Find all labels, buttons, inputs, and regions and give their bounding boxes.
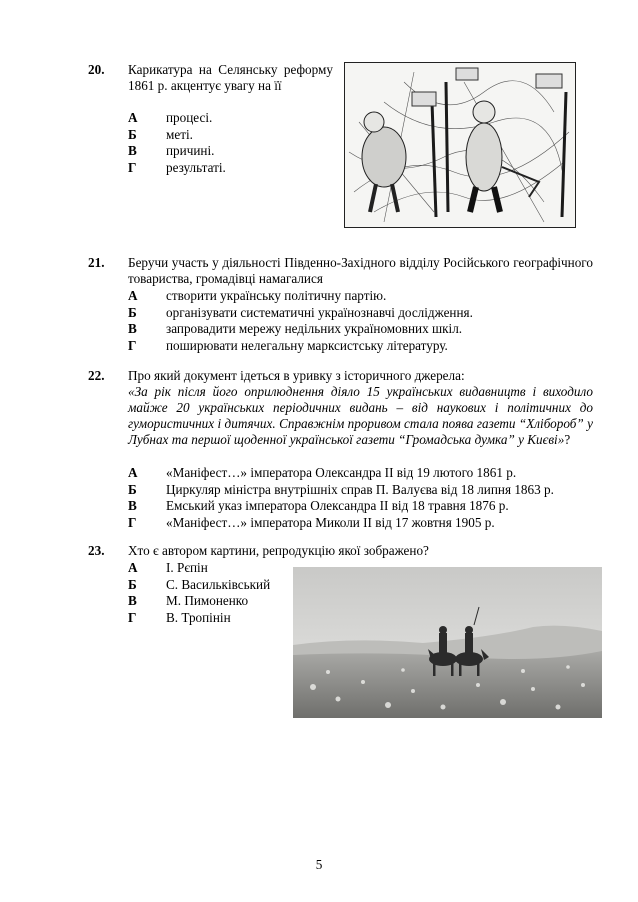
option-b[interactable] [128, 482, 554, 499]
question-stem: Хто є автором картини, репродукцію якої зображено? [128, 543, 429, 558]
option-text: запровадити мережу недільних україномовних шкіл. [166, 321, 463, 336]
option-text: М. Пимоненко [166, 593, 249, 608]
option-c[interactable] [128, 321, 473, 338]
option-letter: Б [128, 576, 137, 592]
option-text: поширювати нелегальну марксистську літературу. [166, 337, 448, 353]
option-d[interactable] [128, 338, 473, 355]
page-number: 5 [315, 857, 323, 872]
answer-options [128, 288, 473, 354]
option-a[interactable] [128, 110, 226, 127]
answer-options [128, 560, 270, 626]
option-letter: В [128, 143, 137, 158]
question-number: 20. [88, 62, 105, 77]
option-letter: В [128, 498, 137, 513]
option-text: Циркуляр міністра внутрішніх справ П. Валуєва від 18 липня 1863 р. [166, 481, 554, 497]
option-text: В. Тропінін [166, 609, 231, 625]
option-letter: Г [128, 337, 137, 353]
option-letter: Б [128, 126, 137, 142]
question-number: 22. [88, 368, 105, 383]
question-stem: Карикатура на Селянську реформу 1861 р. акцентує увагу на її [128, 62, 333, 93]
quote-text: «За рік після його оприлюднення діяло 15 українських видавництв і виходило майже 20 українських періодичних видань – від наукових і політичних до гумористичних і дитячих. Справжнім проривом стала поява газети “Хлібороб” у Лубнах та першої щоденної української газети “Громадська думка” у Києві» [128, 384, 593, 447]
option-c[interactable] [128, 143, 226, 160]
option-letter: Г [128, 159, 137, 175]
option-text: «Маніфест…» імператора Миколи ІІ від 17 жовтня 1905 р. [166, 514, 495, 530]
option-text: причині. [166, 143, 215, 158]
option-letter: А [128, 465, 138, 480]
option-letter: В [128, 593, 137, 608]
option-letter: Б [128, 481, 137, 497]
option-text: Емський указ імператора Олександра ІІ від 18 травня 1876 р. [166, 498, 509, 513]
option-d[interactable] [128, 610, 270, 627]
option-letter: Б [128, 304, 137, 320]
option-a[interactable] [128, 465, 554, 482]
question-number: 23. [88, 543, 105, 558]
option-letter: Г [128, 514, 137, 530]
option-text: процесі. [166, 110, 213, 125]
source-quote [128, 384, 593, 448]
option-text: «Маніфест…» імператора Олександра ІІ від 19 лютого 1861 р. [166, 465, 517, 480]
painting-image [293, 567, 602, 718]
option-d[interactable] [128, 160, 226, 177]
option-text: І. Рєпін [166, 560, 208, 575]
option-text: створити українську політичну партію. [166, 288, 387, 303]
option-d[interactable] [128, 515, 554, 532]
option-b[interactable] [128, 577, 270, 594]
option-letter: А [128, 560, 138, 575]
question-stem: Беручи участь у діяльності Південно-Західного відділу Російського географічного товариства, громадівці намагалися [128, 255, 593, 286]
option-text: результаті. [166, 159, 226, 175]
option-letter: А [128, 110, 138, 125]
option-b[interactable] [128, 305, 473, 322]
question-number: 21. [88, 255, 105, 270]
option-letter: А [128, 288, 138, 303]
option-b[interactable] [128, 127, 226, 144]
option-a[interactable] [128, 288, 473, 305]
option-c[interactable] [128, 498, 554, 515]
option-text: С. Васильківський [166, 576, 271, 592]
option-c[interactable] [128, 593, 270, 610]
caricature-image [344, 62, 576, 228]
question-stem [128, 368, 593, 448]
question-prompt: Про який документ ідеться в уривку з історичного джерела: [128, 368, 465, 383]
option-a[interactable] [128, 560, 270, 577]
option-letter: Г [128, 609, 137, 625]
option-text: меті. [166, 126, 193, 142]
option-text: організувати систематичні українознавчі дослідження. [166, 304, 473, 320]
option-letter: В [128, 321, 137, 336]
quote-end: ? [564, 432, 571, 447]
answer-options [128, 110, 226, 176]
answer-options [128, 465, 554, 531]
